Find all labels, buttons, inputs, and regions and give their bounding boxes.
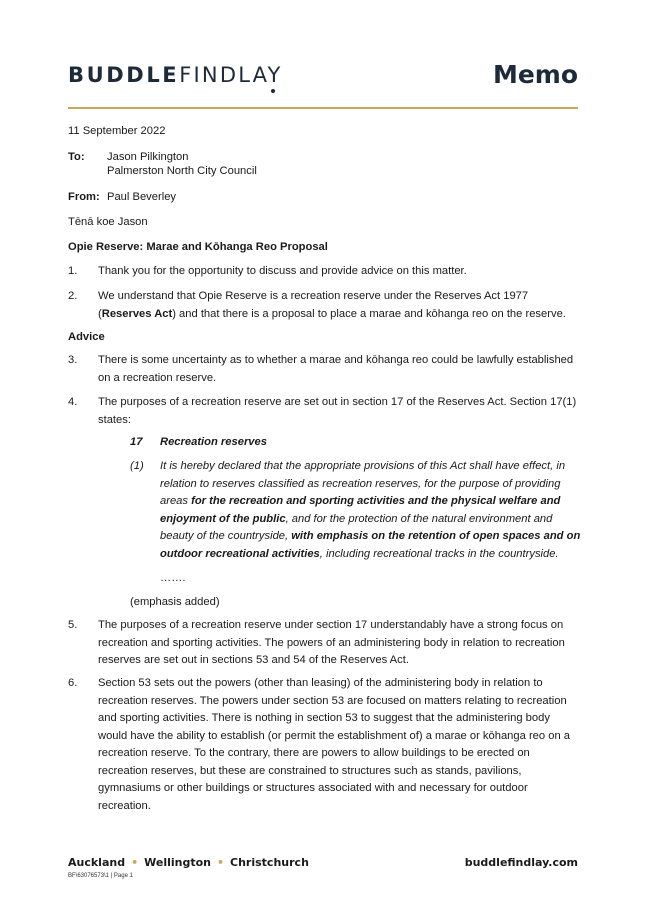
bullet-separator-icon: • [131, 856, 139, 869]
paragraph-text [98, 288, 580, 323]
text-run: , and for the protection of the natural environment and beauty of the countryside, [160, 512, 553, 542]
quote-ellipsis: ……. [160, 572, 186, 584]
paragraph-2 [68, 288, 580, 323]
logo-bold-text: BUDDLE [68, 63, 180, 87]
footer-office-locations [68, 856, 309, 869]
quote-subsection [130, 458, 582, 563]
document-type-title: Memo [492, 60, 578, 89]
paragraph-text: The purposes of a recreation reserve are set out in section 17 of the Reserves Act. Section 17(1) states: [98, 396, 577, 426]
text-run: We understand that Opie Reserve is a recreation reserve under the Reserves Act 1977 ( [98, 290, 529, 320]
website-link[interactable]: buddlefindlay.com [464, 856, 578, 869]
bullet-separator-icon: • [217, 856, 225, 869]
to-organisation: Palmerston North City Council [107, 165, 257, 177]
emphasis-note: (emphasis added) [130, 596, 220, 608]
advice-heading: Advice [68, 331, 105, 343]
paragraph-text: The purposes of a recreation reserve under section 17 understandably have a strong focus on recreation and sporting activities. The powers of an administering body in relation to recreation reserves are set out in sections 53 and 54 of the Reserves Act. [98, 619, 565, 666]
paragraph-1 [68, 263, 580, 281]
paragraph-text: There is some uncertainty as to whether a marae and kōhanga reo could be lawfully established on a recreation reserve. [98, 354, 574, 384]
memo-date: 11 September 2022 [68, 125, 166, 137]
from-name: Paul Beverley [107, 191, 177, 203]
paragraph-number: 5. [68, 619, 78, 631]
paragraph-5 [68, 617, 580, 670]
text-run: ) and that there is a proposal to place a marae and kōhanga reo on the reserve. [172, 307, 566, 320]
quote-section-heading [130, 434, 582, 452]
to-label: To: [68, 151, 85, 163]
to-name: Jason Pilkington [107, 151, 189, 163]
section-number: 17 [130, 436, 143, 448]
defined-term: Reserves Act [101, 307, 173, 320]
header-divider [68, 107, 578, 109]
paragraph-number: 6. [68, 677, 78, 689]
logo-light-text: FINDLAY [179, 63, 283, 87]
subsection-number: (1) [130, 460, 144, 472]
greeting: Tēnā koe Jason [68, 216, 148, 228]
emphasised-text: with emphasis on the retention of open spaces and on outdoor recreational activities [160, 530, 581, 560]
footer-city: Wellington [144, 856, 211, 869]
footer-city: Christchurch [230, 856, 309, 869]
subject-heading: Opie Reserve: Marae and Kōhanga Reo Proposal [68, 241, 328, 253]
paragraph-4 [68, 394, 580, 429]
emphasised-text: for the recreation and sporting activities and the physical welfare and enjoyment of the public [160, 495, 561, 525]
section-title: Recreation reserves [160, 436, 267, 448]
paragraph-6 [68, 675, 580, 815]
paragraph-number: 2. [68, 290, 78, 302]
buddle-findlay-logo [68, 63, 283, 87]
paragraph-3 [68, 352, 580, 387]
from-label: From: [68, 191, 100, 203]
paragraph-number: 3. [68, 354, 78, 366]
paragraph-number: 4. [68, 396, 78, 408]
logo-dot-icon [271, 89, 275, 93]
document-reference: BF\63076573\1 | Page 1 [68, 873, 133, 879]
paragraph-text: Thank you for the opportunity to discuss and provide advice on this matter. [98, 265, 467, 277]
text-run: It is hereby declared that the appropriate provisions of this Act shall have effect, in relation to reserves classified as recreation reserves, for the purpose of providing areas [160, 460, 566, 507]
paragraph-text: Section 53 sets out the powers (other than leasing) of the administering body in relation to recreation reserves. The powers under section 53 are focused on matters relating to recreation and sporting activities. There is nothing in section 53 to suggest that the administering body would have the ability to establish (or permit the establishment of) a marae or kōhanga reo on a recreation reserve. To the contrary, there are powers to allow buildings to be erected on recreation reserves, but these are constrained to structures such as stands, pavilions, gymnasiums or other buildings or structures associated with and necessary for outdoor recreation. [98, 677, 570, 812]
footer-city: Auckland [68, 856, 126, 869]
text-run: , including recreational tracks in the countryside. [319, 547, 559, 560]
subsection-text [160, 458, 582, 563]
paragraph-number: 1. [68, 265, 78, 277]
